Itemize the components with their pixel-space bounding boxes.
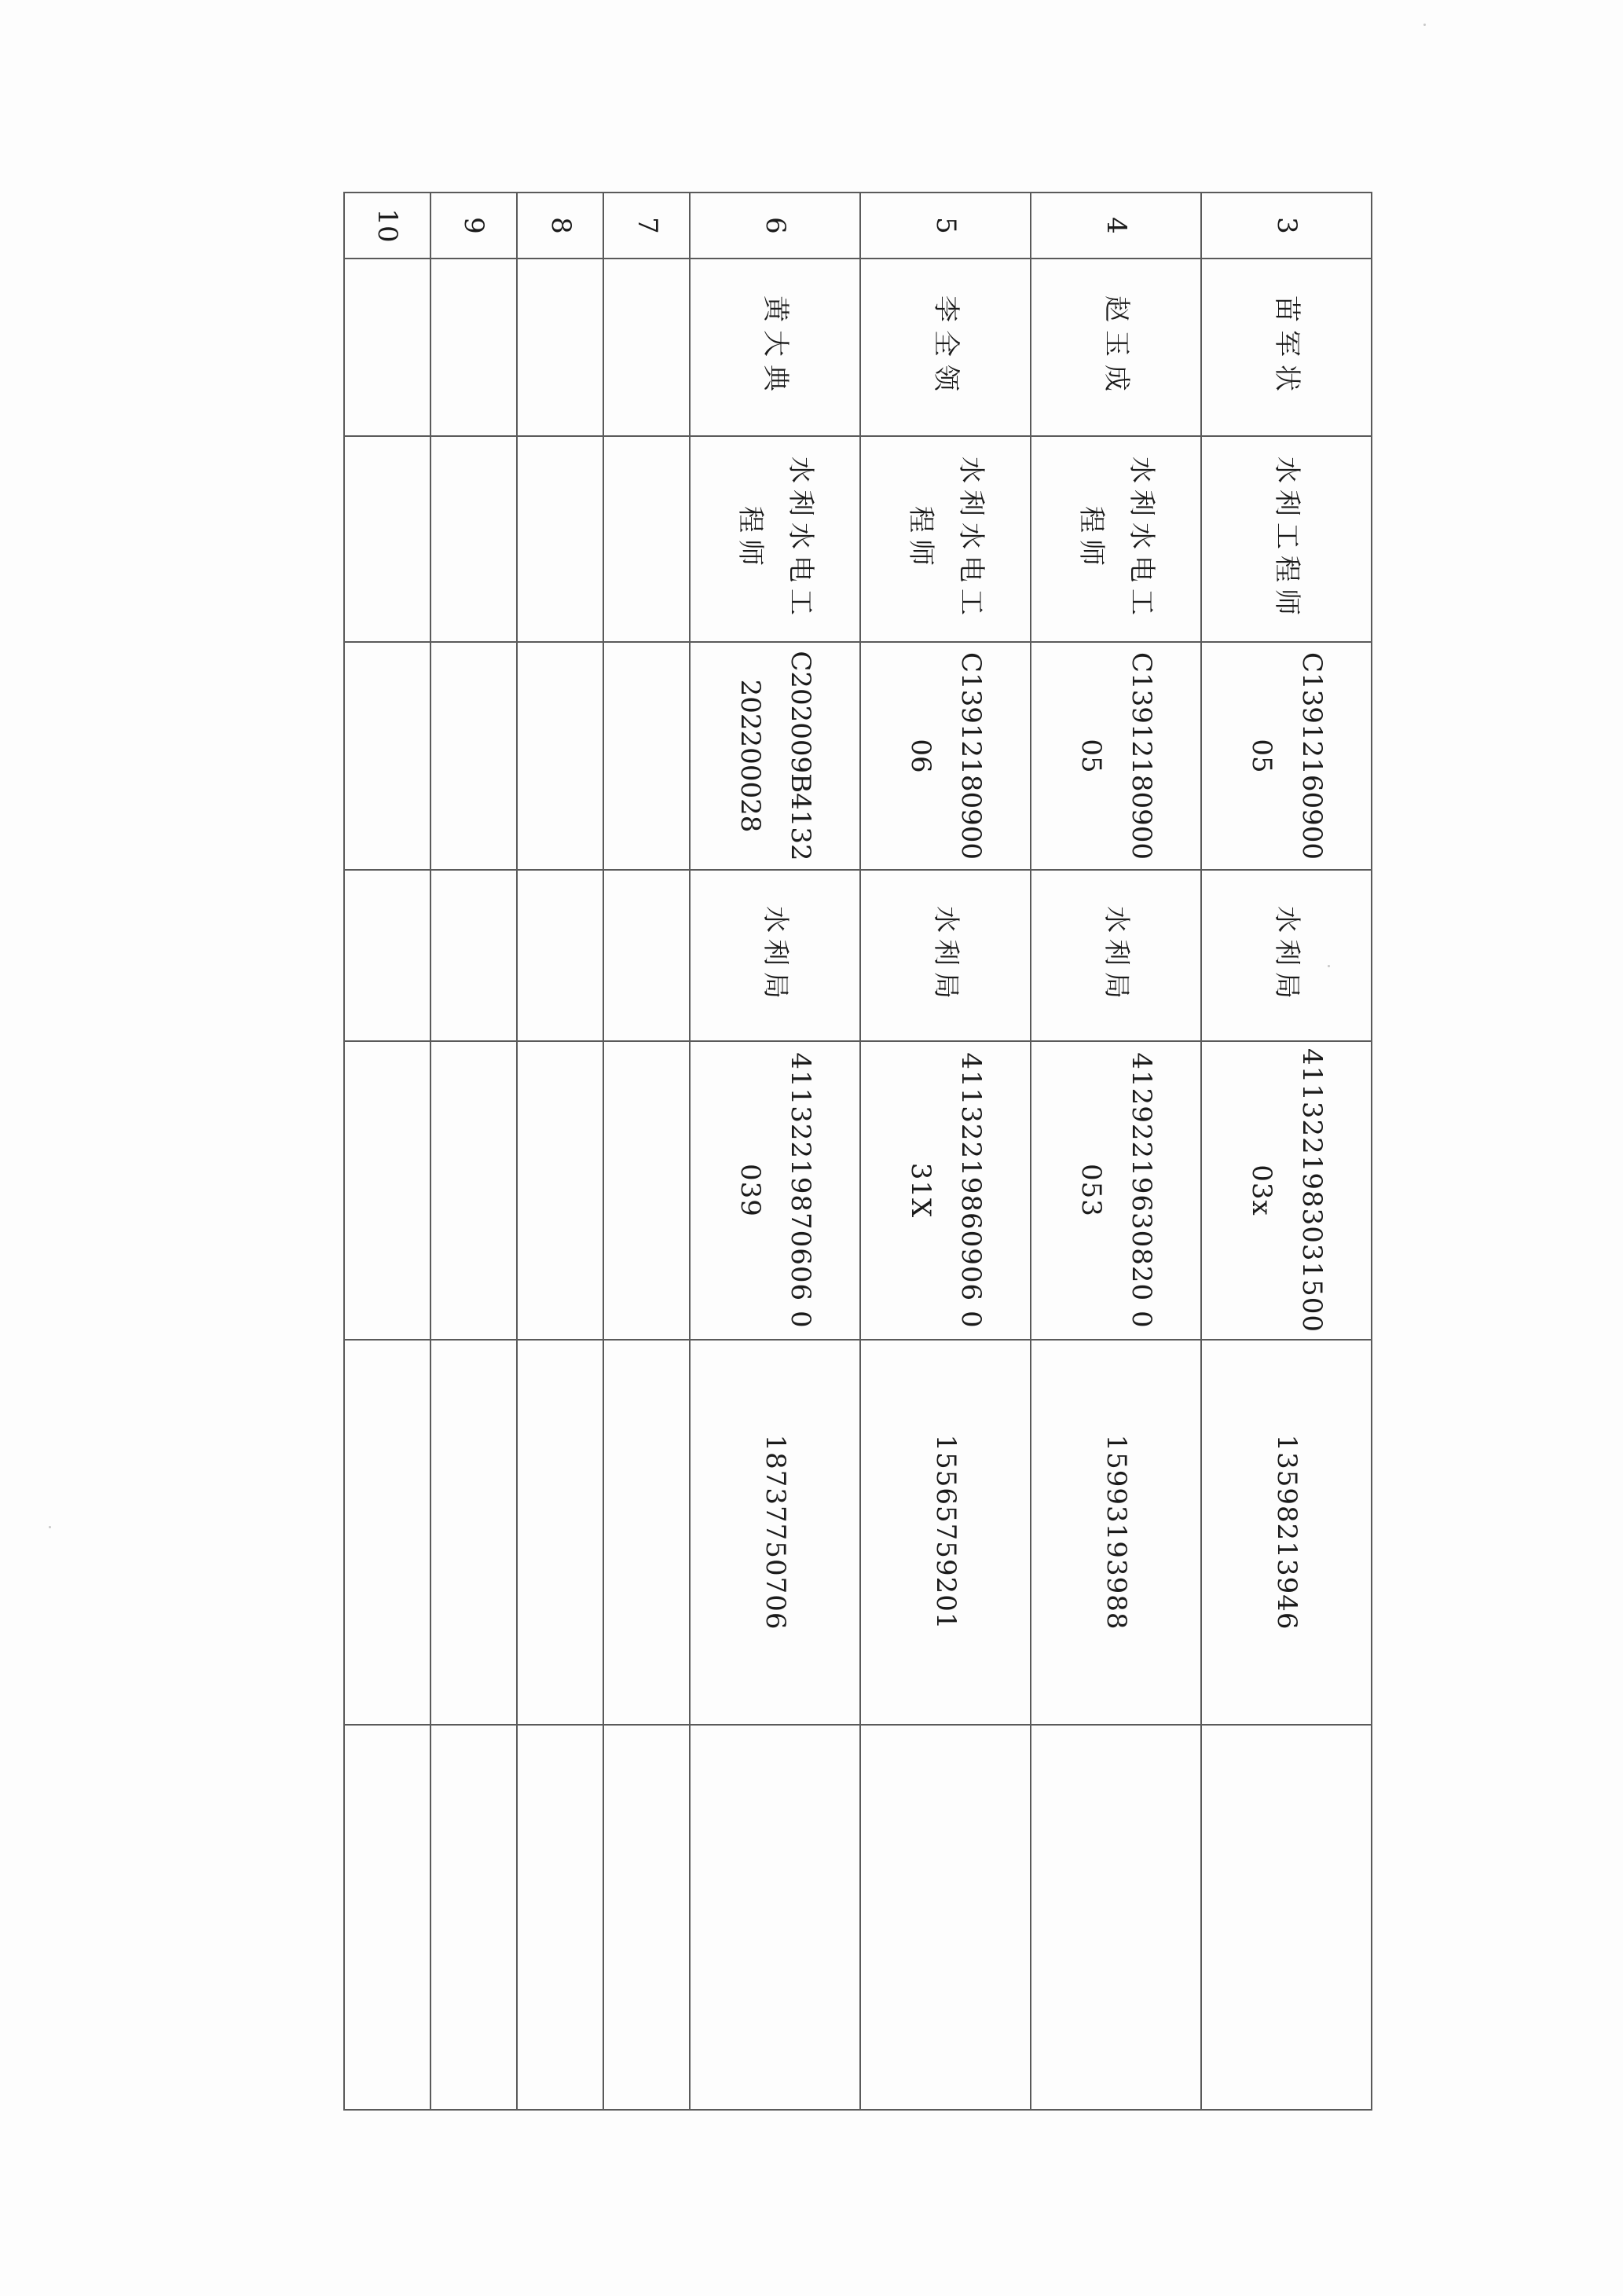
phone-number: 15565759201 [860, 1340, 1031, 1725]
person-name [344, 259, 430, 436]
id-number [603, 1041, 690, 1340]
row-number: 5 [860, 193, 1031, 259]
certificate-number: C1391218090006 [860, 642, 1031, 870]
job-title: 水利水电工程师 [690, 436, 860, 642]
row-number: 9 [430, 193, 517, 259]
phone-number [344, 1340, 430, 1725]
rotated-table-sheet [343, 192, 1372, 2109]
scan-speck [1423, 24, 1426, 26]
table-row [344, 193, 430, 2110]
table-row [517, 193, 603, 2110]
row-number: 10 [344, 193, 430, 259]
id-number [517, 1041, 603, 1340]
table-row [860, 193, 1031, 2110]
phone-number: 18737750706 [690, 1340, 860, 1725]
remark-cell [603, 1725, 690, 2110]
row-number: 3 [1201, 193, 1372, 259]
table-row [690, 193, 860, 2110]
job-title [603, 436, 690, 642]
certificate-number: C1391218090005 [1031, 642, 1201, 870]
remark-cell [690, 1725, 860, 2110]
job-title: 水利水电工程师 [860, 436, 1031, 642]
job-title [430, 436, 517, 642]
table-row [603, 193, 690, 2110]
certificate-number: C202009B4132202200028 [690, 642, 860, 870]
organization [430, 870, 517, 1041]
person-name: 李全领 [860, 259, 1031, 436]
certificate-number: C1391216090005 [1201, 642, 1372, 870]
person-name [603, 259, 690, 436]
organization: 水利局 [1201, 870, 1372, 1041]
scan-speck [49, 1526, 51, 1528]
organization [517, 870, 603, 1041]
organization [344, 870, 430, 1041]
remark-cell [344, 1725, 430, 2110]
organization: 水利局 [1031, 870, 1201, 1041]
phone-number: 15993193988 [1031, 1340, 1201, 1725]
job-title: 水利工程师 [1201, 436, 1372, 642]
row-number: 8 [517, 193, 603, 259]
id-number [430, 1041, 517, 1340]
person-name [430, 259, 517, 436]
job-title: 水利水电工程师 [1031, 436, 1201, 642]
id-number [344, 1041, 430, 1340]
row-number: 6 [690, 193, 860, 259]
certificate-number [517, 642, 603, 870]
organization: 水利局 [860, 870, 1031, 1041]
id-number: 41132219870606 0039 [690, 1041, 860, 1340]
id-number: 411322198303150003x [1201, 1041, 1372, 1340]
phone-number [430, 1340, 517, 1725]
id-number: 41132219860906 031X [860, 1041, 1031, 1340]
remark-cell [517, 1725, 603, 2110]
table-row [1031, 193, 1201, 2110]
person-name: 赵玉成 [1031, 259, 1201, 436]
phone-number: 13598213946 [1201, 1340, 1372, 1725]
remark-cell [860, 1725, 1031, 2110]
row-number: 4 [1031, 193, 1201, 259]
person-name [517, 259, 603, 436]
certificate-number [603, 642, 690, 870]
organization [603, 870, 690, 1041]
table-row [430, 193, 517, 2110]
person-name: 黄大典 [690, 259, 860, 436]
remark-cell [1201, 1725, 1372, 2110]
row-number: 7 [603, 193, 690, 259]
person-name: 苗军状 [1201, 259, 1372, 436]
id-number: 41292219630820 0053 [1031, 1041, 1201, 1340]
certificate-number [430, 642, 517, 870]
organization: 水利局 [690, 870, 860, 1041]
certificate-number [344, 642, 430, 870]
table-row [1201, 193, 1372, 2110]
phone-number [517, 1340, 603, 1725]
table-body [344, 193, 1372, 2110]
remark-cell [430, 1725, 517, 2110]
remark-cell [1031, 1725, 1201, 2110]
job-title [344, 436, 430, 642]
job-title [517, 436, 603, 642]
personnel-table [343, 192, 1372, 2111]
phone-number [603, 1340, 690, 1725]
